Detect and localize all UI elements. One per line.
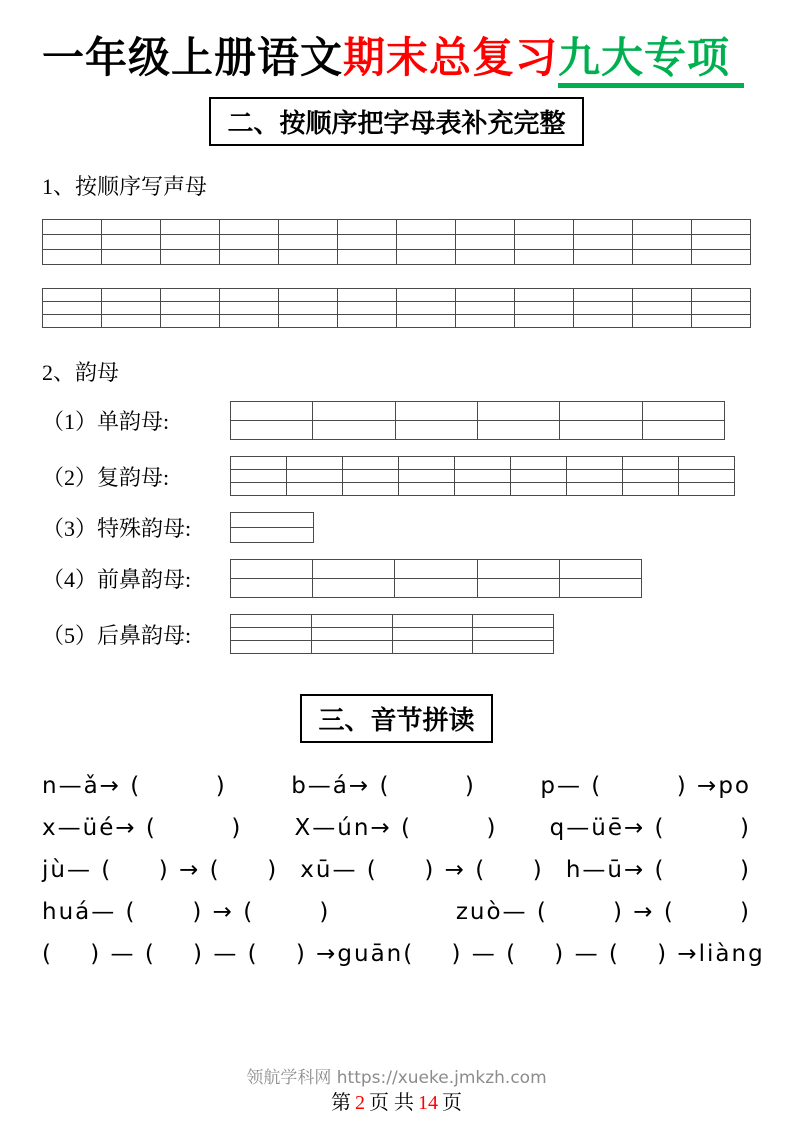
pinyin-line-2 [42, 815, 751, 841]
grid-cell [633, 302, 692, 315]
footer-page-number [0, 1086, 793, 1115]
grid-cell [397, 250, 456, 265]
finals-row-single [42, 401, 751, 440]
grid-cell [343, 457, 399, 470]
grid-cell [279, 250, 338, 265]
grid-cell [43, 235, 102, 250]
grid-cell [313, 579, 395, 598]
section-two-header-row [42, 97, 751, 146]
grid-cell [287, 470, 343, 483]
grid-cell [567, 457, 623, 470]
grid-cell [161, 289, 220, 302]
page-label-suffix: 页 [442, 1092, 462, 1114]
grid-cell [161, 250, 220, 265]
grid-row [43, 250, 751, 265]
page-total-number: 14 [418, 1092, 438, 1114]
grid-row [231, 560, 642, 579]
grid-cell [692, 289, 751, 302]
grid-cell [473, 641, 554, 654]
grid-cell [477, 402, 559, 421]
grid-cell [338, 250, 397, 265]
task1-label: 1、按顺序写声母 [42, 174, 208, 200]
finals-label-back-nasal: （5）后鼻韵母: [42, 622, 192, 648]
grid-row [43, 302, 751, 315]
grid-cell [231, 641, 312, 654]
footer-site-text: 领航学科网 https://xueke.jmkzh.com [246, 1068, 547, 1088]
grid-cell [679, 470, 735, 483]
grid-cell [392, 615, 473, 628]
grid-cell [399, 483, 455, 496]
page-current-number: 2 [355, 1092, 365, 1114]
grid-cell [567, 483, 623, 496]
writing-grid-table [230, 559, 642, 598]
grid-cell [560, 421, 642, 440]
pinyin-segment: b—á→ ( ) [291, 773, 476, 800]
grid-cell [397, 289, 456, 302]
grid-row [43, 235, 751, 250]
grid-cell [279, 302, 338, 315]
pinyin-segment: xū— ( ) → ( ) [300, 857, 544, 884]
grid-cell [633, 289, 692, 302]
grid-cell [343, 483, 399, 496]
grid-cell [642, 421, 724, 440]
grid-cell [633, 315, 692, 328]
grid-row [231, 421, 725, 440]
grid-cell [395, 402, 477, 421]
grid-cell [456, 235, 515, 250]
page-title [42, 34, 751, 82]
pinyin-segment: jù— ( ) → ( ) [42, 857, 279, 884]
grid-cell [102, 315, 161, 328]
grid-cell [623, 470, 679, 483]
grid-cell [287, 483, 343, 496]
grid-cell [231, 579, 313, 598]
grid-cell [102, 302, 161, 315]
pinyin-segment: h—ū→ ( ) [565, 857, 751, 884]
grid-cell [311, 641, 392, 654]
grid-cell [633, 235, 692, 250]
grid-cell [574, 250, 633, 265]
grid-cell [560, 402, 642, 421]
grid-cell [338, 220, 397, 235]
grid-cell [642, 402, 724, 421]
section-three-heading: 三、音节拼读 [300, 694, 492, 743]
grid-row [231, 579, 642, 598]
finals-grid-special [230, 512, 314, 543]
grid-cell [279, 315, 338, 328]
grid-cell [623, 457, 679, 470]
writing-grid-table [42, 288, 751, 328]
title-part-review: 期末总复习 [343, 33, 559, 82]
grid-cell [623, 483, 679, 496]
grid-cell [692, 302, 751, 315]
grid-cell [343, 470, 399, 483]
grid-cell [399, 470, 455, 483]
finals-label-front-nasal: （4）前鼻韵母: [42, 567, 192, 593]
title-part-grade: 一年级上册语文 [42, 33, 344, 82]
grid-cell [313, 421, 395, 440]
grid-cell [397, 315, 456, 328]
finals-row-back-nasal [42, 614, 751, 654]
grid-cell [231, 528, 314, 543]
pinyin-segment: q—üē→ ( ) [549, 815, 751, 842]
grid-row [43, 315, 751, 328]
writing-grid-table [230, 456, 735, 496]
pinyin-blending-block [42, 773, 765, 968]
grid-cell [231, 470, 287, 483]
grid-cell [455, 470, 511, 483]
grid-cell [633, 250, 692, 265]
grid-cell [679, 483, 735, 496]
grid-cell [456, 289, 515, 302]
grid-cell [231, 421, 313, 440]
grid-cell [313, 560, 395, 579]
grid-cell [473, 615, 554, 628]
grid-cell [574, 315, 633, 328]
grid-cell [392, 641, 473, 654]
grid-cell [397, 235, 456, 250]
grid-cell [231, 615, 312, 628]
finals-row-front-nasal [42, 559, 751, 598]
grid-row [231, 457, 735, 470]
grid-cell [102, 220, 161, 235]
grid-cell [338, 235, 397, 250]
finals-row-special [42, 512, 751, 543]
finals-grid-compound [230, 456, 735, 496]
pinyin-line-1 [42, 773, 751, 799]
grid-cell [456, 315, 515, 328]
page-label-mid: 页 共 [369, 1092, 414, 1114]
grid-cell [515, 289, 574, 302]
grid-cell [338, 302, 397, 315]
grid-cell [102, 250, 161, 265]
finals-label-single: （1）单韵母: [42, 409, 170, 435]
grid-cell [574, 220, 633, 235]
grid-cell [574, 289, 633, 302]
grid-cell [559, 560, 641, 579]
grid-cell [477, 421, 559, 440]
writing-grid-table [230, 614, 554, 654]
finals-grid-single [230, 401, 725, 440]
grid-cell [692, 250, 751, 265]
grid-cell [161, 315, 220, 328]
finals-grid-back-nasal [230, 614, 554, 654]
grid-cell [338, 289, 397, 302]
grid-cell [515, 250, 574, 265]
task2-label: 2、韵母 [42, 360, 120, 386]
finals-label-compound: （2）复韵母: [42, 464, 170, 490]
pinyin-segment: zuò— ( ) → ( ) [455, 899, 751, 926]
grid-row [231, 483, 735, 496]
section-three-header-row [42, 694, 751, 743]
pinyin-line-4 [42, 899, 751, 925]
writing-grid-table [230, 401, 725, 440]
grid-cell [515, 220, 574, 235]
grid-cell [395, 560, 477, 579]
grid-cell [231, 483, 287, 496]
pinyin-segment: x—üé→ ( ) [42, 815, 243, 842]
grid-cell [455, 483, 511, 496]
grid-cell [102, 235, 161, 250]
grid-cell [43, 220, 102, 235]
grid-cell [43, 289, 102, 302]
grid-cell [313, 402, 395, 421]
grid-cell [231, 457, 287, 470]
grid-cell [279, 220, 338, 235]
pinyin-line-5 [42, 941, 765, 968]
grid-cell [311, 628, 392, 641]
grid-cell [161, 220, 220, 235]
grid-cell [231, 628, 312, 641]
grid-cell [161, 302, 220, 315]
pinyin-segment: p— ( ) →po [540, 773, 751, 800]
grid-cell [231, 560, 313, 579]
grid-cell [220, 220, 279, 235]
grid-cell [220, 250, 279, 265]
grid-cell [477, 579, 559, 598]
grid-cell [220, 315, 279, 328]
grid-row [231, 641, 554, 654]
grid-cell [338, 315, 397, 328]
grid-cell [161, 235, 220, 250]
grid-cell [473, 628, 554, 641]
grid-cell [287, 457, 343, 470]
grid-cell [455, 457, 511, 470]
grid-cell [679, 457, 735, 470]
grid-cell [456, 302, 515, 315]
grid-cell [220, 302, 279, 315]
initials-writing-grid-2 [42, 288, 751, 328]
grid-cell [220, 289, 279, 302]
grid-cell [220, 235, 279, 250]
grid-cell [395, 579, 477, 598]
grid-row [231, 402, 725, 421]
grid-cell [279, 289, 338, 302]
grid-row [231, 528, 314, 543]
grid-row [231, 615, 554, 628]
grid-cell [43, 315, 102, 328]
grid-cell [692, 235, 751, 250]
grid-cell [102, 289, 161, 302]
grid-cell [574, 235, 633, 250]
page-label-prefix: 第 [331, 1092, 351, 1114]
grid-cell [511, 457, 567, 470]
pinyin-segment: ( ) — ( ) — ( ) →guān [42, 941, 404, 968]
pinyin-segment: huá— ( ) → ( ) [42, 899, 331, 926]
grid-cell [692, 220, 751, 235]
grid-row [231, 628, 554, 641]
grid-cell [43, 302, 102, 315]
initials-writing-grid-1 [42, 219, 751, 265]
finals-row-compound [42, 456, 751, 496]
grid-row [231, 470, 735, 483]
grid-cell [477, 560, 559, 579]
grid-cell [567, 470, 623, 483]
grid-cell [392, 628, 473, 641]
grid-cell [559, 579, 641, 598]
grid-row [43, 220, 751, 235]
grid-cell [515, 235, 574, 250]
pinyin-segment: X—ún→ ( ) [294, 815, 498, 842]
grid-cell [692, 315, 751, 328]
pinyin-segment: ( ) — ( ) — ( ) →liàng [403, 941, 765, 968]
grid-cell [43, 250, 102, 265]
grid-cell [515, 302, 574, 315]
writing-grid-table [42, 219, 751, 265]
grid-cell [511, 483, 567, 496]
title-part-topics: 九大专项 [558, 33, 744, 88]
pinyin-line-3 [42, 857, 751, 883]
grid-cell [456, 220, 515, 235]
grid-cell [399, 457, 455, 470]
section-two-heading: 二、按顺序把字母表补充完整 [209, 97, 583, 146]
grid-cell [311, 615, 392, 628]
finals-label-special: （3）特殊韵母: [42, 516, 192, 542]
grid-cell [515, 315, 574, 328]
grid-cell [397, 220, 456, 235]
grid-cell [511, 470, 567, 483]
grid-cell [231, 513, 314, 528]
writing-grid-table [230, 512, 314, 543]
grid-cell [397, 302, 456, 315]
grid-cell [574, 302, 633, 315]
grid-cell [231, 402, 313, 421]
grid-cell [279, 235, 338, 250]
grid-row [43, 289, 751, 302]
finals-grid-front-nasal [230, 559, 642, 598]
grid-cell [456, 250, 515, 265]
grid-cell [395, 421, 477, 440]
grid-row [231, 513, 314, 528]
grid-cell [633, 220, 692, 235]
pinyin-segment: n—ǎ→ ( ) [42, 773, 227, 800]
